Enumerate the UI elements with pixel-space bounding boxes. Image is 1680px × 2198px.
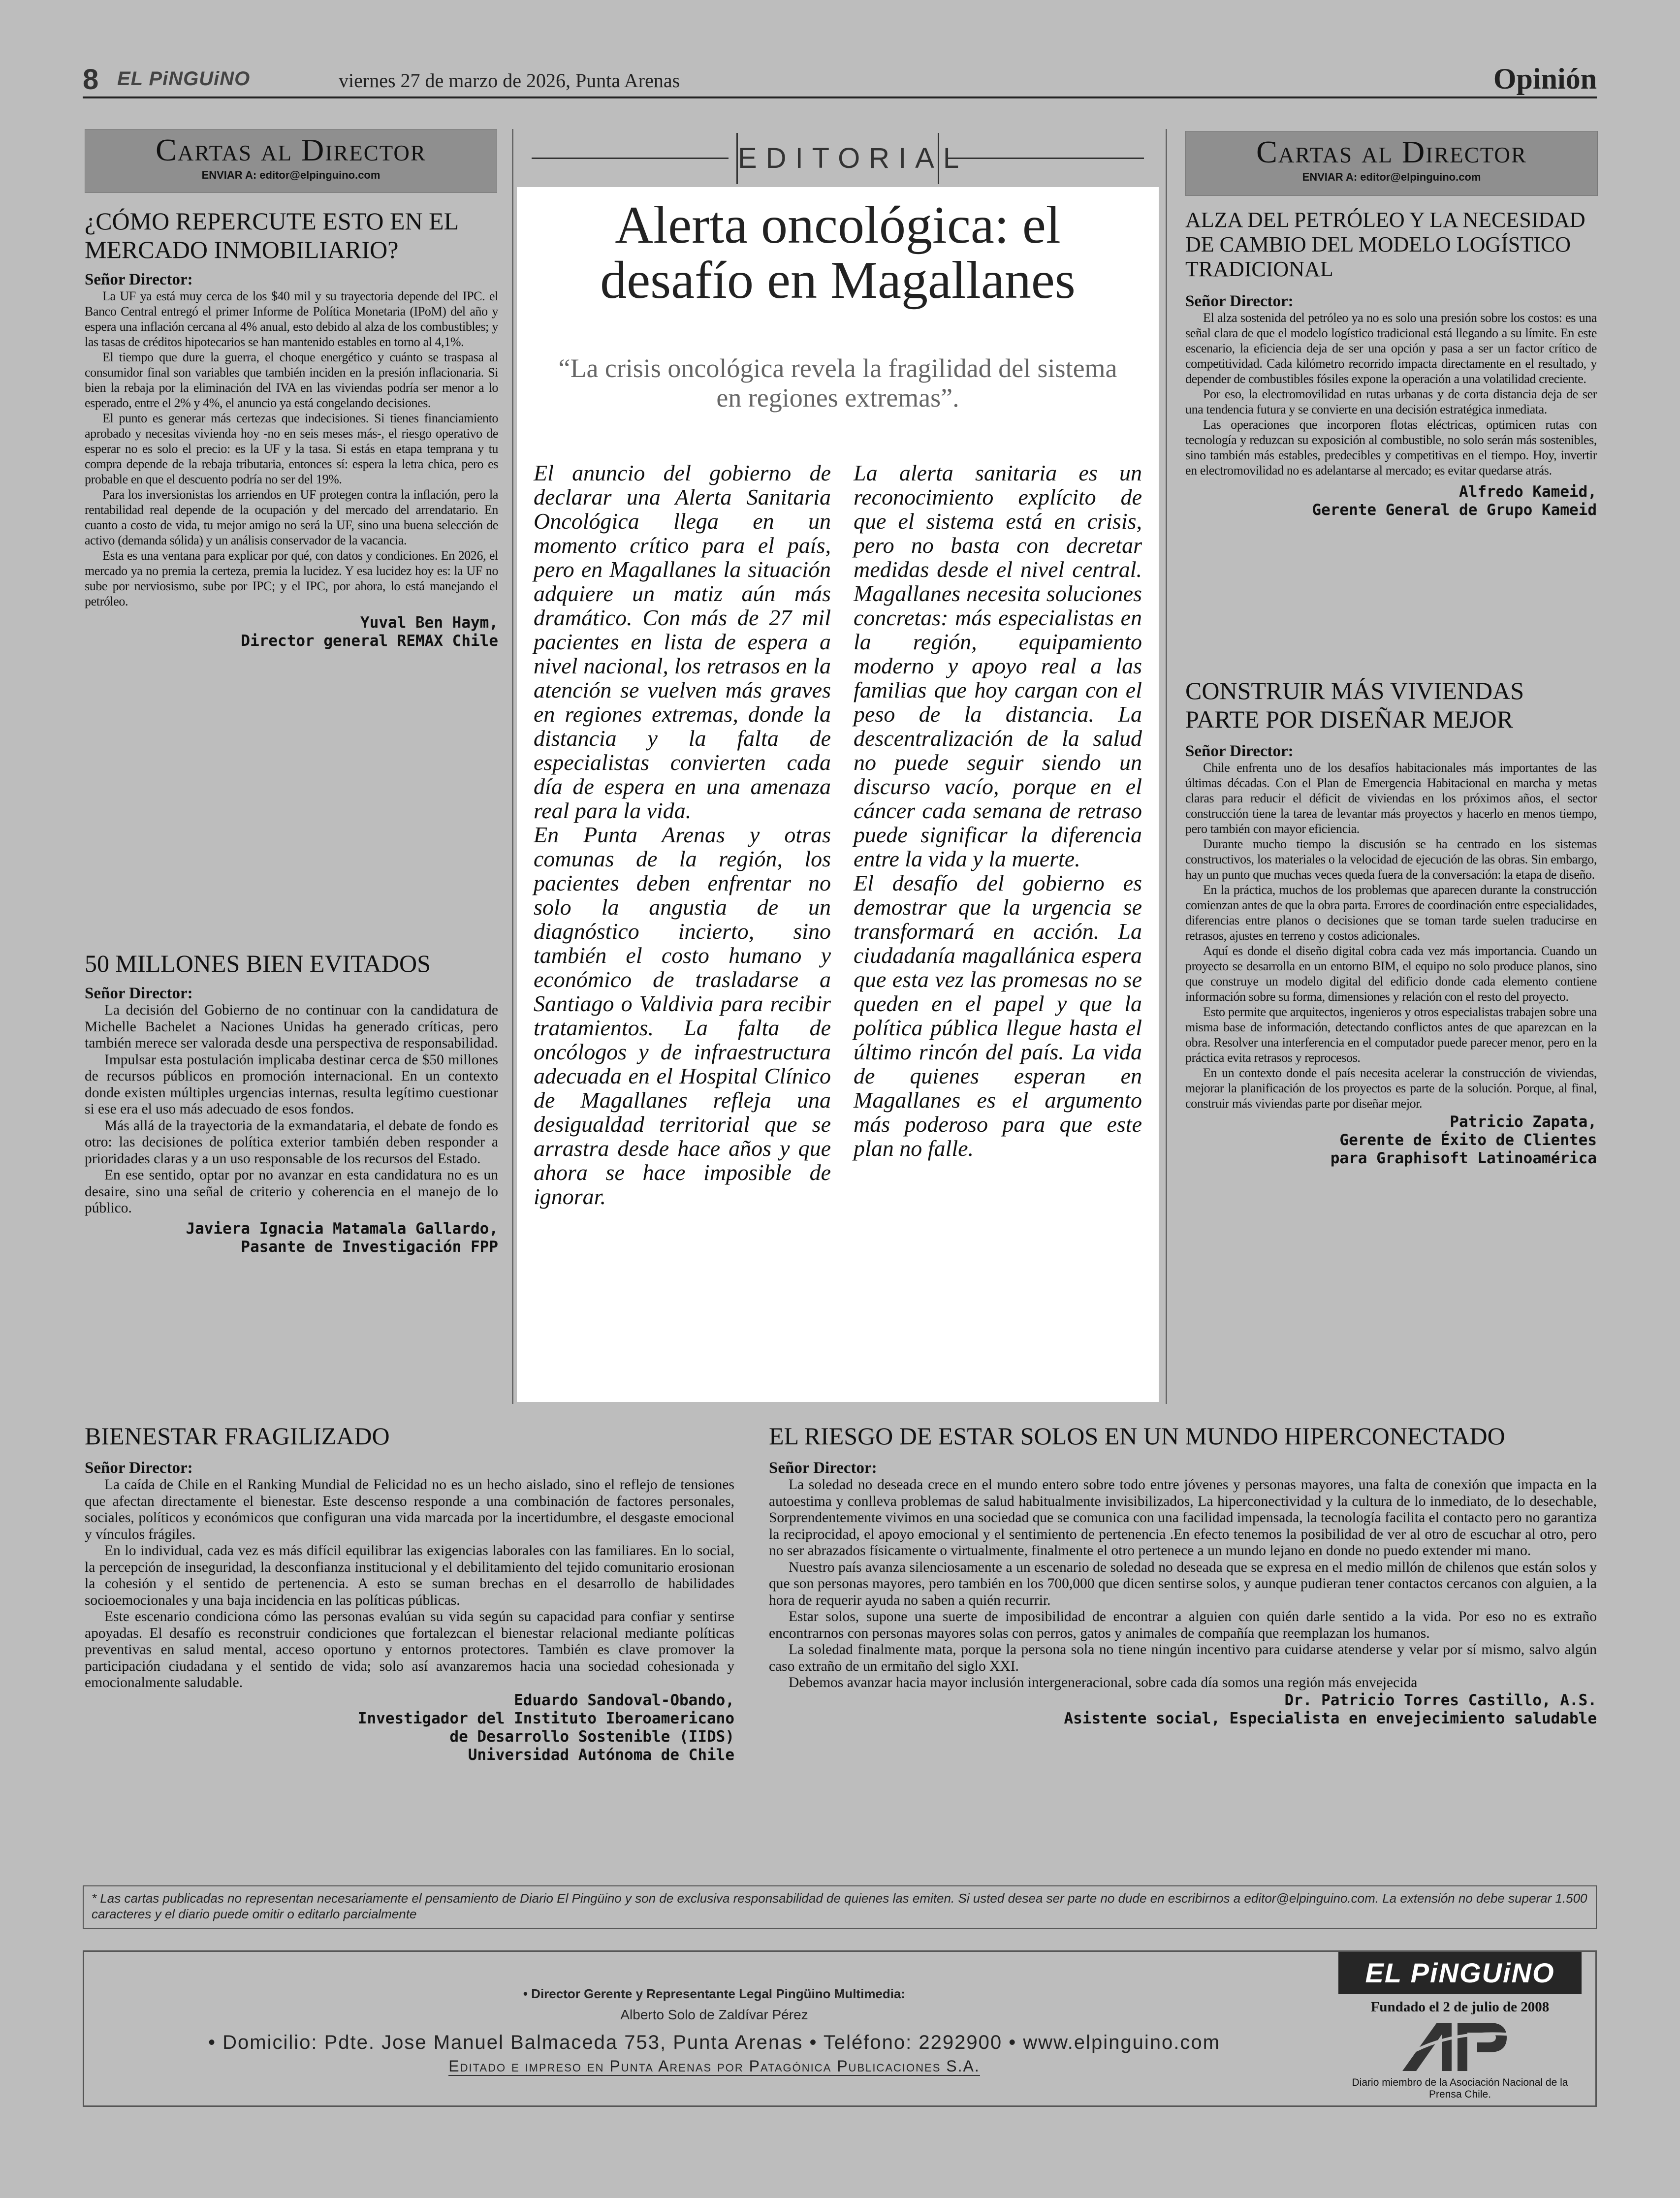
letter-body: [85, 1002, 498, 1217]
letter-paragraph: Impulsar esta postulación implicaba destinar cerca de $50 millones de recursos públicos en promoción internacional. En un contexto donde existen múltiples urgencias internas, resulta legítimo cuestionar si ese era el uso más adecuado de esos fondos.: [85, 1051, 498, 1117]
letter-salutation: Señor Director:: [769, 1459, 877, 1477]
letter-paragraph: La UF ya está muy cerca de los $40 mil y su trayectoria depende del IPC. el Banco Central entregó el primer Informe de Política Monetaria (IPoM) del año y espera una inflación cercana al 4% anual, esto debido al alza de los combustibles; y las tasas de créditos hipotecarios se han mantenido estables en torno al 4,1%.: [85, 289, 498, 349]
editorial-label: EDITORIAL: [738, 142, 968, 174]
signature-name: Dr. Patricio Torres Castillo, A.S.: [1284, 1691, 1597, 1709]
footer-founded: Fundado el 2 de julio de 2008: [1370, 1999, 1550, 2015]
letter-body: [1185, 310, 1597, 478]
letter-paragraph: La soledad no deseada crece en el mundo entero sobre todo entre jóvenes y personas mayores, una falta de conexión que impacta en la autoestima y conlleva problemas de salud habitualmente invisibilizados, La hiperconectividad y la cultura de lo inmediato, de lo desechable, Sorprendentemente vivimos en una sociedad que se comunica con una facilidad impensada, la tecnología facilita el contacto pero no garantiza la reciprocidad, el apoyo emocional y el sentimiento de pertenencia .En efecto tenemos la posibilidad de ver al otro de escuchar al otro, pero no ser abrazados físicamente o virtualmente, finalmente el otro pertenece a un mundo lejano en donde no puedo extender mi mano.: [769, 1477, 1597, 1559]
letter-salutation: Señor Director:: [85, 985, 193, 1002]
letter-paragraph: Este escenario condiciona cómo las personas evalúan su vida según su capacidad para confiar y sentirse apoyadas. El desafío es reconstruir condiciones que fortalezcan el bienestar relacional mediante políticas preventivas en salud mental, acceso oportuno y entornos protectores. También es clave promover la participación ciudadana y el sentido de vida; solo así avanzaremos hacia una sociedad cohesionada y emocionalmente saludable.: [85, 1609, 734, 1690]
editorial-column-2: [854, 461, 1142, 1160]
column-rule: [512, 129, 513, 1404]
letter-title: ALZA DEL PETRÓLEO Y LA NECESIDAD DE CAMBIO DEL MODELO LOGÍSTICO TRADICIONAL: [1185, 208, 1585, 281]
letter-paragraph: Durante mucho tiempo la discusión se ha centrado en los sistemas constructivos, los materiales o la velocidad de ejecución de las obras. Sin embargo, hay un punto que muchas veces queda fuera de la conversación: la etapa de diseño.: [1185, 837, 1597, 882]
editorial-column-1: [534, 461, 831, 1209]
letter-signature: [769, 1691, 1597, 1728]
letter-title: CONSTRUIR MÁS VIVIENDAS PARTE POR DISEÑAR MEJOR: [1185, 677, 1524, 733]
editorial-paragraph: La alerta sanitaria es un reconocimiento explícito de que el sistema está en crisis, pero no basta con decretar medidas desde el nivel central. Magallanes necesita soluciones concretas: más especialistas en la región, equipamiento moderno y apoyo real a las familias que hoy cargan con el peso de la distancia. La descentralización de la salud no puede seguir siendo un discurso vacío, porque en el cáncer cada semana de retraso puede significar la diferencia entre la vida y la muerte.: [854, 460, 1142, 871]
letter-body: [769, 1477, 1597, 1691]
editorial-paragraph: El anuncio del gobierno de declarar una Alerta Sanitaria Oncológica llega en un momento crítico para el país, pero en Magallanes la situación adquiere un matiz aún más dramático. Con más de 27 mil pacientes en lista de espera a nivel nacional, los retrasos en la atención se vuelven más graves en regiones extremas, donde la distancia y la falta de especialistas convierten cada día de espera en una amenaza real para la vida.: [534, 460, 831, 823]
letter-petroleo: [1185, 208, 1597, 519]
letter-paragraph: El tiempo que dure la guerra, el choque energético y cuánto se traspasa al consumidor final son variables que también inciden en la presión inflacionaria. Si bien la rebaja por la eliminación del IVA en las viviendas podría ser menor a lo esperado, entre el 2% y 4%, el anuncio ya está congelando decisiones.: [85, 350, 498, 410]
letter-title: EL RIESGO DE ESTAR SOLOS EN UN MUNDO HIPERCONECTADO: [769, 1422, 1505, 1450]
letters-send-to[interactable]: ENVIAR A: editor@elpinguino.com: [1302, 171, 1481, 183]
footer-printed-text: Editado e impreso en Punta Arenas por Patagónica Publicaciones S.A.: [448, 2057, 980, 2075]
letter-signature: [85, 1691, 734, 1764]
letter-body: [85, 288, 498, 609]
page-header: [83, 62, 1597, 98]
signature-role: Universidad Autónoma de Chile: [468, 1746, 734, 1764]
letter-paragraph: El alza sostenida del petróleo ya no es solo una presión sobre los costos: es una señal clara de que el modelo logístico tradicional está llegando a su límite. En este escenario, la eficiencia deja de ser una opción y pasa a ser un factor crítico de competitividad. Cada kilómetro recorrido impacta directamente en el resultado, y depender de combustibles fósiles expone la operación a una volatilidad creciente.: [1185, 311, 1597, 386]
letter-title: BIENESTAR FRAGILIZADO: [85, 1422, 390, 1450]
letter-paragraph: La decisión del Gobierno de no continuar con la candidatura de Michelle Bachelet a Naciones Unidas ha generado críticas, pero también merece ser valorada desde una perspectiva de responsabilidad.: [85, 1002, 498, 1051]
disclaimer: * Las cartas publicadas no representan necesariamente el pensamiento de Diario El Pingüino y son de exclusiva responsabilidad de quienes las emiten. Si usted desea ser parte no dude en escribirnos a editor@elpinguino.com. La extensión no debe superar 1.500 caracteres y el diario puede omitir o editarlo parcialmente: [83, 1885, 1597, 1929]
letter-signature: [1185, 483, 1597, 519]
letter-paragraph: Esto permite que arquitectos, ingenieros y otros especialistas trabajen sobre una misma base de información, detectando conflictos antes de que aparezcan en la obra. Resolver una interferencia en el computador puede parecer menor, pero en la práctica evita retrasos y reprocesos.: [1185, 1005, 1597, 1065]
letter-salutation: Señor Director:: [1185, 742, 1294, 760]
signature-role: Pasante de Investigación FPP: [241, 1238, 498, 1256]
signature-role: Director general REMAX Chile: [241, 632, 498, 650]
letter-paragraph: La caída de Chile en el Ranking Mundial de Felicidad no es un hecho aislado, sino el reflejo de tensiones que afectan directamente el bienestar. Este descenso responde a una combinación de factores personales, sociales, políticos y económicos que configuran una vida marcada por la incertidumbre, el desgaste emocional y vínculos frágiles.: [85, 1477, 734, 1542]
letter-title: ¿CÓMO REPERCUTE ESTO EN EL MERCADO INMOBILIARIO?: [85, 207, 458, 263]
letter-salutation: Señor Director:: [85, 271, 193, 288]
letter-soledad: [769, 1422, 1597, 1728]
letter-signature: [85, 1220, 498, 1256]
letter-paragraph: El punto es generar más certezas que indecisiones. Si tienes financiamiento aprobado y necesitas vivienda hoy -no en seis meses más-, el riesgo operativo de esperar no es solo el precio: es la UF y la tasa. Si estás en etapa temprana y tu compra depende de la rebaja tributaria, entonces sí: espera la letra chica, pero es probable en que el descuento podría no ser del 19%.: [85, 411, 498, 486]
editorial-label-bar: [517, 129, 1159, 187]
letters-send-to[interactable]: ENVIAR A: editor@elpinguino.com: [201, 169, 380, 181]
letter-paragraph: En un contexto donde el país necesita acelerar la construcción de viviendas, mejorar la planificación de los proyectos es parte de la solución. Porque, al final, construir más viviendas parte por diseñar mejor.: [1185, 1066, 1597, 1111]
signature-role: Asistente social, Especialista en envejecimiento saludable: [1064, 1709, 1597, 1727]
letter-paragraph: En ese sentido, optar por no avanzar en esta candidatura no es un desaire, sino una señal de criterio y coherencia en el manejo de lo público.: [85, 1167, 498, 1216]
footer: [83, 1950, 1597, 2107]
letter-signature: [85, 614, 498, 650]
letter-bienestar: [85, 1422, 734, 1764]
signature-role: Gerente de Éxito de Clientes: [1339, 1131, 1597, 1149]
anp-logo-icon: [1394, 2020, 1536, 2075]
header-date: viernes 27 de marzo de 2026, Punta Arenas: [339, 69, 680, 92]
label-rule: [947, 158, 1144, 159]
letters-heading: Cartas al Director: [156, 132, 426, 167]
letter-inmobiliario: [85, 207, 498, 650]
anp-logo: [1394, 2020, 1536, 2075]
letter-paragraph: Las operaciones que incorporen flotas eléctricas, optimicen rutas con tecnología y reduzcan su exposición al combustible, no solo serán más sostenibles, sino también más estables, predecibles y competitivas en el tiempo. Hoy, invertir en electromovilidad no es adelantarse al mercado; es evitar quedarse atrás.: [1185, 417, 1597, 478]
footer-director-name: Alberto Solo de Zaldívar Pérez: [620, 2007, 808, 2022]
letter-body: [1185, 760, 1597, 1111]
footer-address[interactable]: • Domicilio: Pdte. Jose Manuel Balmaceda 753, Punta Arenas • Teléfono: 2292900 • www.elpinguino.com: [208, 2032, 1220, 2053]
signature-role: de Desarrollo Sostenible (IIDS): [449, 1727, 734, 1746]
letter-signature: [1185, 1113, 1597, 1168]
page-number: 8: [83, 64, 99, 96]
signature-role: para Graphisoft Latinoamérica: [1330, 1149, 1597, 1167]
letter-paragraph: En la práctica, muchos de los problemas que aparecen durante la construcción comienzan antes de que la obra parta. Errores de coordinación entre especialidades, diferencias entre planos o decisiones que se toman tarde suelen traducirse en retrasos, ajustes en terreno y costos adicionales.: [1185, 883, 1597, 943]
letter-50-millones: [85, 949, 498, 1256]
letter-paragraph: Chile enfrenta uno de los desafíos habitacionales más importantes de las últimas décadas. Con el Plan de Emergencia Habitacional en marcha y metas claras para reducir el déficit de viviendas en los próximos años, el sector construcción tiene la tarea de levantar más proyectos y hacerlo en menos tiempo, pero también con mayor eficiencia.: [1185, 761, 1597, 836]
signature-name: Patricio Zapata,: [1450, 1113, 1597, 1131]
letter-paragraph: Debemos avanzar hacia mayor inclusión intergeneracional, sobre cada día somos una región más envejecida: [789, 1675, 1418, 1690]
letter-paragraph: Para los inversionistas los arriendos en UF protegen contra la inflación, pero la rentabilidad real depende de la ocupación y del mercado del arrendatario. En cuanto a costo de vida, tu mejor amigo no será la UF, sino una buena selección de activo (demanda sólida) y un análisis conservador de la vacancia.: [85, 487, 498, 547]
letter-body: [85, 1477, 734, 1691]
letter-salutation: Señor Director:: [85, 1459, 193, 1477]
editorial-title: Alerta oncológica: el desafío en Magallanes: [600, 196, 1076, 310]
letter-paragraph: La soledad finalmente mata, porque la persona sola no tiene ningún incentivo para cuidarse atenderse y velar por sí mismo, salvo algún caso extraño de un ermitaño del siglo XXI.: [769, 1642, 1597, 1674]
letter-salutation: Señor Director:: [1185, 292, 1294, 310]
header-brand: EL PiNGUiNO: [117, 68, 251, 90]
column-rule: [1166, 129, 1167, 1404]
signature-role: Gerente General de Grupo Kameid: [1312, 501, 1597, 519]
letter-title: 50 MILLONES BIEN EVITADOS: [85, 950, 431, 977]
letter-paragraph: En lo individual, cada vez es más difícil equilibrar las exigencias laborales con las familiares. En lo social, la percepción de inseguridad, la desconfianza institucional y el debilitamiento del tejido comunitario erosionan la cohesión y el sentido de pertenencia. A esto se suman brechas en el desarrollo de habilidades socioemocionales y una baja incidencia en las políticas públicas.: [85, 1543, 734, 1608]
footer-logo: EL PiNGUiNO: [1338, 1952, 1582, 1994]
letters-header-left: [85, 129, 497, 193]
editorial-paragraph: El desafío del gobierno es demostrar que la urgencia se transformará en acción. La ciudadanía magallánica espera que esta vez las promesas no se queden en el papel y que la política pública llegue hasta el último rincón del país. La vida de quienes esperan en Magallanes es el argumento más poderoso para que este plan no falle.: [854, 870, 1142, 1161]
footer-director-label: • Director Gerente y Representante Legal Pingüino Multimedia:: [523, 1986, 906, 2001]
label-rule: [532, 158, 729, 159]
signature-role: Investigador del Instituto Iberoamericano: [357, 1709, 734, 1727]
editorial-paragraph: En Punta Arenas y otras comunas de la región, los pacientes deben enfrentar no solo la angustia de un diagnóstico incierto, sino también el costo humano y económico de trasladarse a Santiago o Valdivia para recibir tratamientos. La falta de oncólogos y de infraestructura adecuada en el Hospital Clínico de Magallanes refleja una desigualdad territorial que se arrastra desde hace años y que ahora se hace imposible de ignorar.: [534, 822, 831, 1209]
letters-heading: Cartas al Director: [1256, 134, 1527, 169]
signature-name: Eduardo Sandoval-Obando,: [514, 1691, 734, 1709]
letter-paragraph: Nuestro país avanza silenciosamente a un escenario de soledad no deseada que se expresa en el medio millón de chilenos que están solos y que son personas mayores, pero también en los 700,000 que dicen sentirse solos, y aunque pudieran tener contactos cercanos con alguien, a la hora de requerir ayuda no saben a quién recurrir.: [769, 1559, 1597, 1608]
editorial-quote: “La crisis oncológica revela la fragilidad del sistema en regiones extremas”.: [558, 353, 1117, 413]
editorial-label-frame: [736, 133, 968, 184]
section-title: Opinión: [1493, 63, 1597, 95]
letter-viviendas: [1185, 676, 1597, 1168]
signature-name: Javiera Ignacia Matamala Gallardo,: [186, 1219, 498, 1238]
letter-paragraph: Más allá de la trayectoria de la exmandataria, el debate de fondo es otro: las decisiones de política exterior también deben responder a prioridades claras y a un uso responsable de los recursos del Estado.: [85, 1117, 498, 1167]
letter-paragraph: Por eso, la electromovilidad en rutas urbanas y de corta distancia deja de ser una tendencia futura y se convierte en una decisión estratégica inmediata.: [1185, 387, 1597, 416]
signature-name: Alfredo Kameid,: [1459, 483, 1597, 501]
anp-caption: Diario miembro de la Asociación Nacional de la Prensa Chile.: [1352, 2077, 1568, 2100]
footer-printed-by: [84, 2057, 1344, 2075]
letter-paragraph: Aquí es donde el diseño digital cobra cada vez más importancia. Cuando un proyecto se desarrolla en un entorno BIM, el equipo no solo produce planos, sino que construye un modelo digital del edificio donde cada elemento contiene información sobre su forma, dimensiones y relación con el resto del proyecto.: [1185, 944, 1597, 1004]
letter-paragraph: Esta es una ventana para explicar por qué, con datos y condiciones. En 2026, el mercado ya no premia la certeza, premia la lucidez. Y esa lucidez hoy es: la UF no sube por nerviosismo, sube por IPC; y el IPC, por ahora, lo está manejando el petróleo.: [85, 548, 498, 608]
signature-name: Yuval Ben Haym,: [360, 614, 498, 632]
letters-header-right: [1185, 131, 1598, 196]
editorial-card: [517, 187, 1159, 1402]
letter-paragraph: Estar solos, supone una suerte de imposibilidad de encontrar a alguien con quién darle sentido a la vida. Por eso no es extraño encontrarnos con personas mayores solas con perros, gatos y animales de compañía que reemplazan los humanos.: [769, 1609, 1597, 1641]
